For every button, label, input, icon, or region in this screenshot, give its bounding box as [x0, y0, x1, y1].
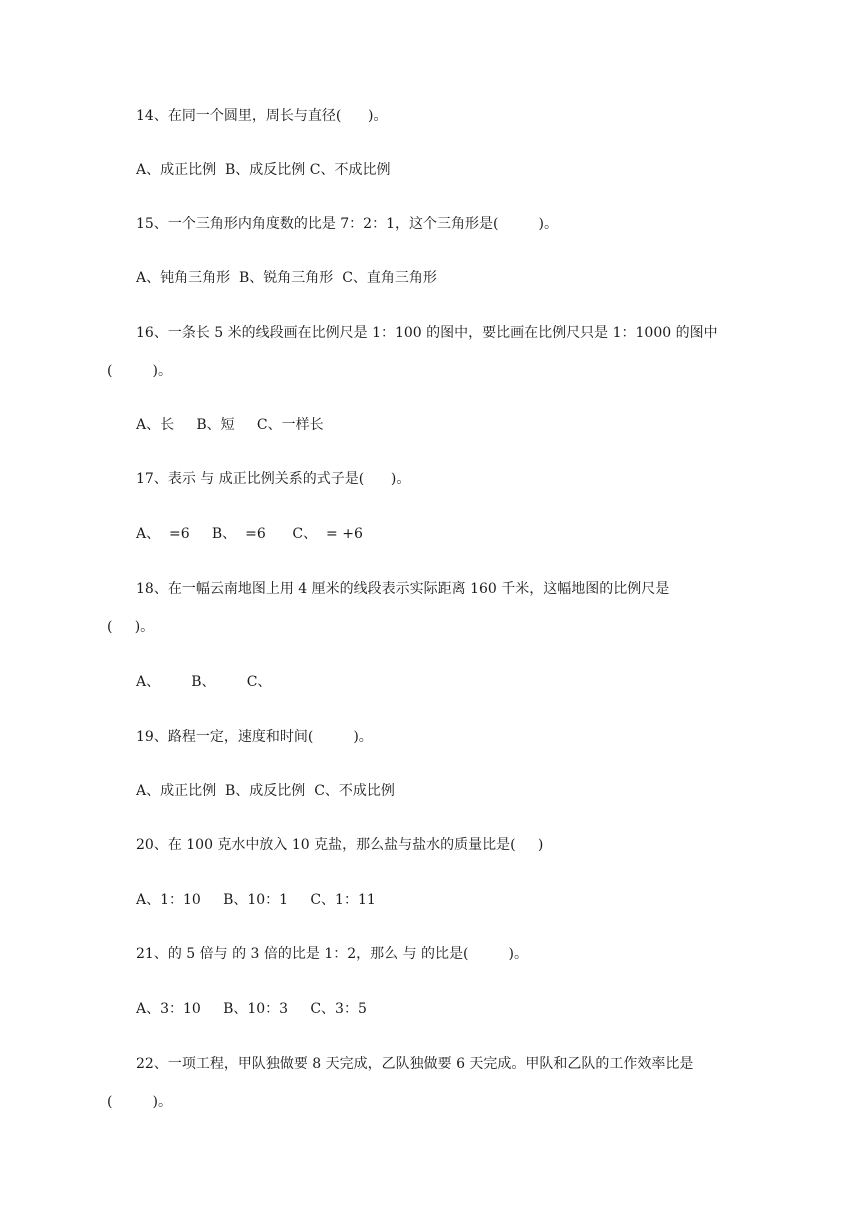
question-16: 16、一条长 5 米的线段画在比例尺是 1：100 的图中，要比画在比例尺只是 1：1000 的图中	[136, 325, 718, 341]
question-22: 22、一项工程，甲队独做要 8 天完成，乙队独做要 6 天完成。甲队和乙队的工作效率比是	[136, 1056, 694, 1072]
question-19: 19、路程一定，速度和时间( )。	[136, 729, 373, 745]
question-16-options: A、长 B、短 C、一样长	[136, 417, 324, 433]
question-16-blank: ( )。	[107, 363, 172, 379]
question-20: 20、在 100 克水中放入 10 克盐，那么盐与盐水的质量比是( )	[136, 837, 544, 853]
question-19-options: A、成正比例 B、成反比例 C、不成比例	[136, 783, 395, 799]
question-22-blank: ( )。	[107, 1094, 172, 1110]
question-21-options: A、3：10 B、10：3 C、3：5	[136, 1001, 367, 1017]
question-17: 17、表示 与 成正比例关系的式子是( )。	[136, 471, 411, 487]
question-15: 15、一个三角形内角度数的比是 7：2：1，这个三角形是( )。	[136, 216, 558, 232]
question-15-options: A、钝角三角形 B、锐角三角形 C、直角三角形	[136, 270, 437, 286]
question-14-options: A、成正比例 B、成反比例 C、不成比例	[136, 162, 391, 178]
question-14: 14、在同一个圆里，周长与直径( )。	[136, 108, 388, 124]
question-21: 21、的 5 倍与 的 3 倍的比是 1：2，那么 与 的比是( )。	[136, 946, 529, 962]
question-18: 18、在一幅云南地图上用 4 厘米的线段表示实际距离 160 千米，这幅地图的比例尺是	[136, 581, 670, 597]
question-17-options: A、 =6 B、 =6 C、 = +6	[136, 526, 363, 542]
question-20-options: A、1：10 B、10：1 C、1：11	[136, 892, 376, 908]
question-18-options: A、 B、 C、	[136, 674, 272, 690]
question-18-blank: ( )。	[107, 619, 155, 635]
